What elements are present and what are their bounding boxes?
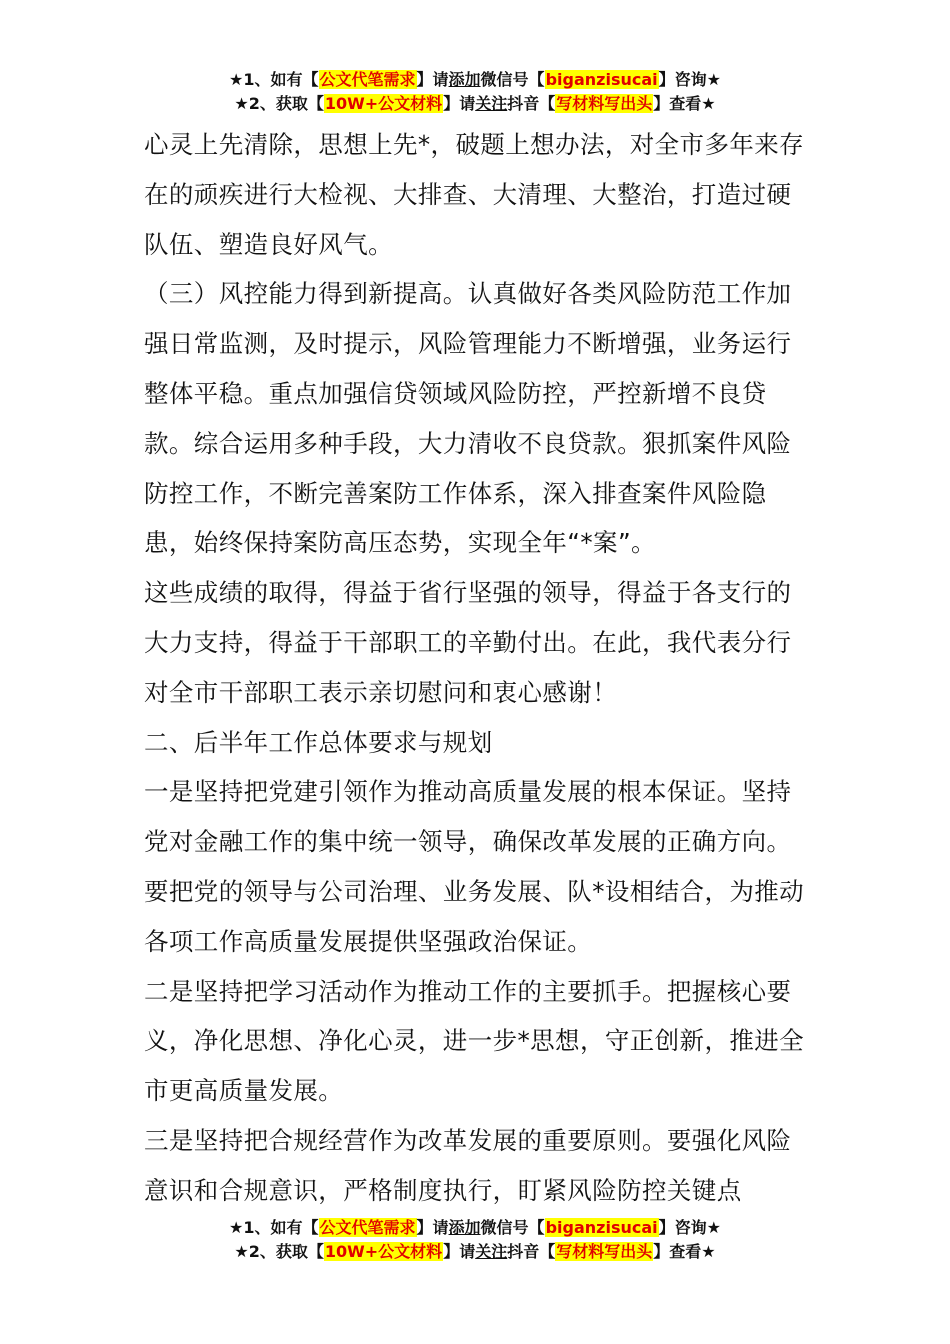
banner-text: 】查看★ — [653, 94, 716, 113]
banner-highlight: 写材料写出头 — [556, 1242, 653, 1261]
banner-line-1 — [0, 1216, 950, 1240]
banner-text: 】请 — [416, 1218, 449, 1237]
banner-line-2 — [0, 1240, 950, 1264]
paragraph: （三）风控能力得到新提高。认真做好各类风险防范工作加强日常监测，及时提示，风险管理能力不断增强，业务运行整体平稳。重点加强信贷领域风险防控，严控新增不良贷款。综合运用多种手段，大力清收不良贷款。狠抓案件风险防控工作，不断完善案防工作体系，深入排查案件风险隐患，始终保持案防高压态势，实现全年“*案”。 — [144, 279, 792, 558]
banner-line-2 — [0, 92, 950, 116]
banner-text: ★2、获取【 — [234, 94, 324, 113]
banner-text: 】请 — [443, 1242, 476, 1261]
header-banner — [0, 68, 950, 116]
paragraph: 心灵上先清除，思想上先*，破题上想办法，对全市多年来存在的顽疾进行大检视、大排查、大清理、大整治，打造过硬队伍、塑造良好风气。 — [144, 130, 805, 259]
banner-text: 抖音【 — [507, 1242, 556, 1261]
banner-highlight: 公文代笔需求 — [319, 70, 416, 89]
banner-text: 】请 — [416, 70, 449, 89]
banner-highlight: 10W+公文材料 — [324, 1242, 443, 1261]
banner-text: ★2、获取【 — [234, 1242, 324, 1261]
paragraph: 二是坚持把学习活动作为推动工作的主要抓手。把握核心要义，净化思想、净化心灵，进一步*思想，守正创新，推进全市更高质量发展。 — [144, 976, 805, 1106]
banner-underline: 关注 — [475, 1242, 508, 1261]
banner-line-1 — [0, 68, 950, 92]
banner-text: ★1、如有【 — [229, 1218, 319, 1237]
section-heading: 二、后半年工作总体要求与规划 — [144, 727, 493, 757]
banner-text: 】咨询★ — [658, 70, 721, 89]
paragraph: 这些成绩的取得，得益于省行坚强的领导，得益于各支行的大力支持，得益于干部职工的辛勤付出。在此，我代表分行对全市干部职工表示亲切慰问和衷心感谢！ — [144, 578, 792, 707]
footer-banner — [0, 1216, 950, 1264]
banner-text: 】查看★ — [653, 1242, 716, 1261]
paragraph: 一是坚持把党建引领作为推动高质量发展的根本保证。坚持党对金融工作的集中统一领导，确保改革发展的正确方向。要把党的领导与公司治理、业务发展、队*设相结合，为推动各项工作高质量发展提供坚强政治保证。 — [144, 777, 805, 956]
banner-highlight: 写材料写出头 — [556, 94, 653, 113]
banner-text: 】请 — [443, 94, 476, 113]
banner-highlight: 10W+公文材料 — [324, 94, 443, 113]
banner-underline: 添加 — [448, 1218, 481, 1237]
document-body — [144, 120, 810, 1216]
banner-text: ★1、如有【 — [229, 70, 319, 89]
banner-text: 抖音【 — [507, 94, 556, 113]
banner-underline: 添加 — [448, 70, 481, 89]
banner-highlight: biganzisucai — [545, 70, 658, 89]
banner-text: 】咨询★ — [658, 1218, 721, 1237]
banner-highlight: 公文代笔需求 — [319, 1218, 416, 1237]
banner-text: 微信号【 — [480, 1218, 545, 1237]
banner-text: 微信号【 — [480, 70, 545, 89]
banner-underline: 关注 — [475, 94, 508, 113]
banner-highlight: biganzisucai — [545, 1218, 658, 1237]
paragraph: 三是坚持把合规经营作为改革发展的重要原则。要强化风险意识和合规意识，严格制度执行，盯紧风险防控关键点 — [144, 1125, 792, 1205]
